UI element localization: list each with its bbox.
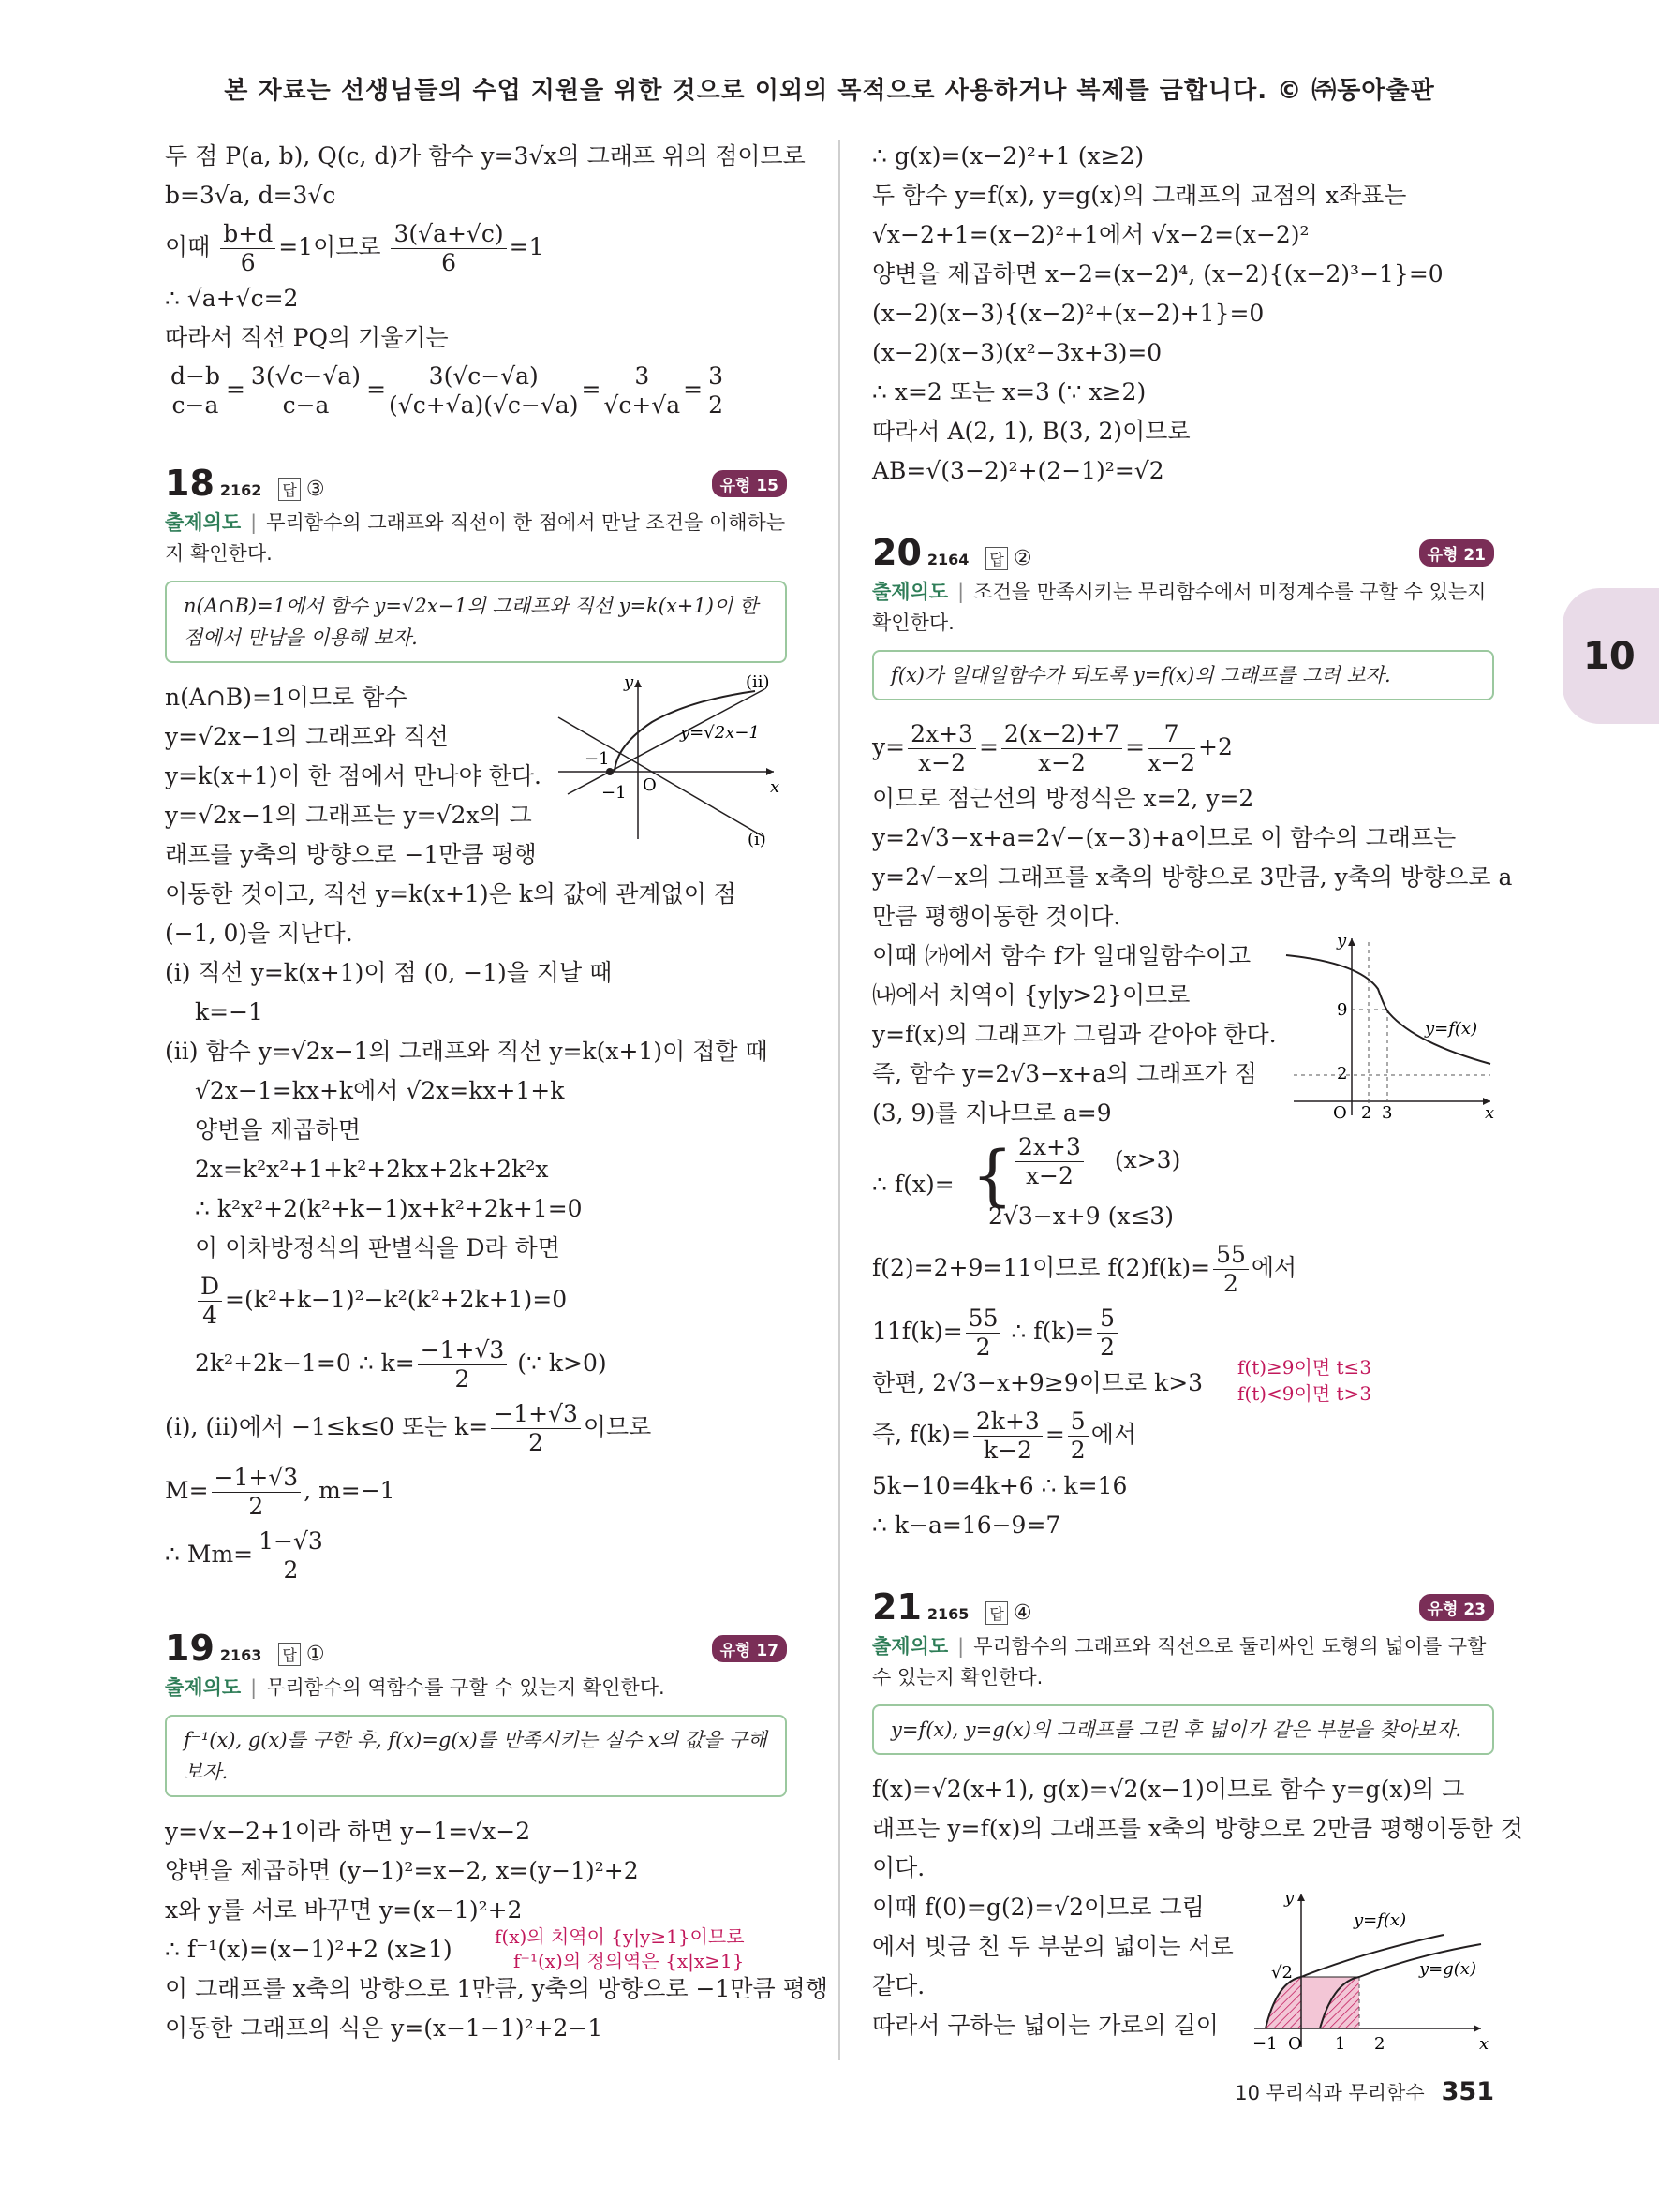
question-18-header [165,463,787,504]
Mm-line: ∴ Mm= $\frac{1-√3}{2}$ [165,1523,787,1586]
text-line: 한편, 2√3−x+9≥9이므로 k>3 [872,1369,1204,1396]
range-line: (i), (ii)에서 −1≤k≤0 또는 k= $\frac{-1+√3}{2}$ 이므로 [165,1400,652,1456]
svg-text:x: x [1485,1103,1495,1120]
text-line: 같다. [872,1972,926,1999]
question-number: 18 [165,463,215,504]
text-line: y=√x−2+1이라 하면 y−1=√x−2 [165,1818,531,1845]
discriminant-line: $\frac{D}{4}$ =(k²+k−1)²−k²(k²+2k+1)=0 [165,1268,787,1332]
text-line: y=f(x)의 그래프가 그림과 같아야 한다. [872,1021,1277,1048]
chapter-title: 10 무리식과 무리함수 [1235,2082,1425,2104]
intent: 출제의도 | 무리함수의 그래프와 직선이 한 점에서 만날 조건을 이해하는지 확인한다. [165,511,786,565]
text-line: 래프를 y축의 방향으로 −1만큼 평행 [165,841,537,868]
left-column [165,137,828,2048]
svg-text:(ii): (ii) [746,672,770,692]
svg-text:x: x [1479,2034,1489,2054]
question-code: 2164 [926,551,970,568]
text-line: (x−2)(x−3){(x−2)²+(x−2)+1}=0 [872,300,1265,327]
type-badge: 유형 21 [1419,539,1494,567]
f2-line: f(2)=2+9=11이므로 f(2)f(k)= $\frac{55}{2}$ 에서 [872,1241,1297,1297]
question-number: 20 [872,532,922,573]
svg-text:y: y [624,672,634,692]
svg-text:y=f(x): y=f(x) [1354,1910,1407,1930]
text-line: 이동한 것이고, 직선 y=k(x+1)은 k의 값에 관계없이 점 [165,880,736,907]
text-line: 래프는 y=f(x)의 그래프를 x축의 방향으로 2만큼 평행이동한 것 [872,1815,1523,1842]
svg-text:y=√2x−1: y=√2x−1 [680,723,760,743]
text-line: 이 이차방정식의 판별식을 D라 하면 [195,1234,560,1261]
text-line: 양변을 제곱하면 (y−1)²=x−2, x=(y−1)²+2 [165,1857,639,1884]
text-line: AB=√(3−2)²+(2−1)²=√2 [872,457,1164,484]
text-line: f(x)=√2(x+1), g(x)=√2(x−1)이므로 함수 y=g(x)의 그 [872,1776,1465,1803]
text-line: y=k(x+1)이 한 점에서 만나야 한다. [165,762,541,789]
text-line: 5k−10=4k+6 ∴ k=16 [872,1472,1128,1499]
text-line: ∴ √a+√c=2 [165,285,299,312]
answer: 답 ② [985,547,1031,570]
text-line: n(A∩B)=1이므로 함수 [165,684,407,711]
text-line: 2x=k²x²+1+k²+2kx+2k+2k²x [195,1156,549,1183]
svg-text:√2: √2 [1271,1963,1293,1983]
text-line: 두 점 P(a, b), Q(c, d)가 함수 y=3√x의 그래프 위의 점이므로 [165,142,806,170]
text-line: 따라서 직선 PQ의 기울기는 [165,324,449,351]
question-19-header [165,1628,787,1669]
text-line: (3, 9)를 지나므로 a=9 [872,1099,1112,1127]
text-line: (−1, 0)을 지난다. [165,920,353,947]
hint-box: f(x)가 일대일함수가 되도록 y=f(x)의 그래프를 그려 보자. [872,650,1494,700]
fk-line: 즉, f(k)= $\frac{2k+3}{k-2}$ = $\frac{5}{2}$ 에서 [872,1408,1136,1464]
text-line: y=√2x−1의 그래프와 직선 [165,723,449,750]
hint-box: f⁻¹(x), g(x)를 구한 후, f(x)=g(x)를 만족시키는 실수 x의 값을 구해 보자. [165,1715,787,1797]
hint-box: y=f(x), y=g(x)의 그래프를 그린 후 넓이가 같은 부분을 찾아보자. [872,1704,1494,1755]
quadratic-line: 2k²+2k−1=0 ∴ k= $\frac{-1+√3}{2}$ (∵ k>0) [195,1336,607,1393]
text-line: 양변을 제곱하면 x−2=(x−2)⁴, (x−2){(x−2)³−1}=0 [872,260,1444,288]
q20-graph [1284,933,1500,1120]
text-line: ∴ f⁻¹(x)=(x−1)²+2 (x≥1) [165,1936,452,1963]
question-20-header [872,532,1494,573]
question-21-header [872,1586,1494,1628]
piecewise-function: ∴ f(x)= { $\frac{2x+3}{x-2}$ (x>3) 2√3−x+9 (x≤3) [872,1133,1181,1230]
svg-text:O: O [1288,2034,1302,2054]
text-line: k=−1 [195,998,263,1025]
text-line: (x−2)(x−3)(x²−3x+3)=0 [872,339,1163,366]
page-footer [1235,2077,1494,2106]
text-line: 이다. [872,1854,926,1881]
column-divider [838,140,840,2060]
svg-text:2: 2 [1337,1064,1348,1084]
text-line: 이 그래프를 x축의 방향으로 1만큼, y축의 방향으로 −1만큼 평행 [165,1975,828,2002]
M-line: M= $\frac{-1+√3}{2}$ , m=−1 [165,1464,395,1520]
text-line: 이때 ㈎에서 함수 f가 일대일함수이고 [872,942,1252,969]
text-line: b=3√a, d=3√c [165,182,336,209]
svg-text:y: y [1337,933,1347,951]
question-code: 2162 [219,481,262,499]
hint-box: n(A∩B)=1에서 함수 y=√2x−1의 그래프와 직선 y=k(x+1)이 한 점에서 만남을 이용해 보자. [165,581,787,663]
svg-text:−1: −1 [601,783,627,803]
intent: 출제의도 | 무리함수의 역함수를 구할 수 있는지 확인한다. [165,1676,665,1699]
text-line: ㈏에서 치역이 {y|y>2}이므로 [872,981,1191,1009]
annotation: f(x)의 치역이 {y|y≥1}이므로 f⁻¹(x)의 정의역은 {x|x≥1} [495,1925,745,1972]
text-line: 에서 빗금 친 두 부분의 넓이는 서로 [872,1933,1234,1960]
svg-text:y=g(x): y=g(x) [1419,1959,1476,1979]
slope-equation: $\frac{d-b}{c-a}$ = $\frac{3(√c-√a)}{c-a}$ = $\frac{3(√c-√a)}{(√c+√a)(√c-√a)}$ = $\frac{3}{√c+√a}$ = $\frac{3}{2}$ [165,358,787,421]
svg-text:(i): (i) [748,830,766,848]
svg-text:3: 3 [1382,1103,1393,1120]
text-line: y=2√3−x+a=2√−(x−3)+a이므로 이 함수의 그래프는 [872,824,1457,851]
page-number: 351 [1441,2077,1494,2106]
question-number: 21 [872,1586,922,1628]
text-line: 만큼 평행이동한 것이다. [872,903,1121,930]
svg-text:y=f(x): y=f(x) [1425,1019,1478,1039]
svg-text:2: 2 [1361,1103,1372,1120]
chapter-tab-number: 10 [1583,635,1636,678]
answer: 답 ④ [985,1601,1031,1625]
question-code: 2163 [219,1646,262,1664]
text-line: 이때 f(0)=g(2)=√2이므로 그림 [872,1894,1205,1921]
text-line: 따라서 A(2, 1), B(3, 2)이므로 [872,418,1191,445]
text-line: y=√2x−1의 그래프는 y=√2x의 그 [165,802,532,829]
question-code: 2165 [926,1605,970,1623]
svg-text:9: 9 [1337,1000,1348,1020]
text-line: (i) 직선 y=k(x+1)이 점 (0, −1)을 지날 때 [165,959,613,986]
right-column [872,137,1523,2054]
text-line: 즉, 함수 y=2√3−x+a의 그래프가 점 [872,1060,1257,1087]
text-line: 따라서 구하는 넓이는 가로의 길이 [872,2012,1219,2039]
text-line: (ii) 함수 y=√2x−1의 그래프와 직선 y=k(x+1)이 접할 때 [165,1038,768,1065]
text-line: √2x−1=kx+k에서 √2x=kx+1+k [195,1077,565,1104]
asymptote-equation: y= $\frac{2x+3}{x-2}$ = $\frac{2(x-2)+7}{x-2}$ = $\frac{7}{x-2}$ +2 [872,720,1233,776]
svg-text:O: O [643,775,657,795]
answer: 답 ③ [278,478,324,501]
text-line: ∴ k−a=16−9=7 [872,1512,1061,1539]
text-line: ∴ x=2 또는 x=3 (∵ x≥2) [872,378,1147,406]
answer: 답 ① [278,1643,324,1666]
q21-graph [1247,1888,1500,2057]
text-line: 이동한 그래프의 식은 y=(x−1−1)²+2−1 [165,2014,603,2042]
fraction-line: 이때 $\frac{b+d}{6}$ =1이므로 $\frac{3(√a+√c)}{6}$ =1 [165,220,544,276]
annotation: f(t)≥9이면 t≤3 f(t)<9이면 t>3 [1237,1356,1372,1405]
type-badge: 유형 17 [712,1635,787,1662]
svg-text:O: O [1333,1103,1347,1120]
type-badge: 유형 23 [1419,1594,1494,1621]
intent: 출제의도 | 조건을 만족시키는 무리함수에서 미정계수를 구할 수 있는지 확인한다. [872,581,1487,634]
svg-text:1: 1 [1335,2034,1346,2054]
question-number: 19 [165,1628,215,1669]
svg-text:x: x [770,777,780,797]
text-line: y=2√−x의 그래프를 x축의 방향으로 3만큼, y축의 방향으로 a [872,863,1513,891]
svg-text:−1: −1 [1252,2034,1278,2054]
q18-graph [549,671,792,848]
copyright-notice: 본 자료는 선생님들의 수업 지원을 위한 것으로 이외의 목적으로 사용하거나 복제를 금합니다. © ㈜동아출판 [224,77,1435,105]
f11-line: 11f(k)= $\frac{55}{2}$ ∴ f(k)= $\frac{5}{2}$ [872,1300,1494,1364]
svg-text:2: 2 [1374,2034,1385,2054]
text-line: x와 y를 서로 바꾸면 y=(x−1)²+2 [165,1896,523,1924]
type-badge: 유형 15 [712,470,787,497]
text-line: 이므로 점근선의 방정식은 x=2, y=2 [872,785,1254,812]
intent: 출제의도 | 무리함수의 그래프와 직선으로 둘러싸인 도형의 넓이를 구할 수 있는지 확인한다. [872,1635,1487,1688]
text-line: 두 함수 y=f(x), y=g(x)의 그래프의 교점의 x좌표는 [872,182,1407,209]
svg-text:−1: −1 [585,749,610,769]
text-line: 양변을 제곱하면 [195,1116,361,1143]
text-line: ∴ g(x)=(x−2)²+1 (x≥2) [872,142,1145,170]
svg-text:y: y [1284,1888,1295,1908]
text-line: ∴ k²x²+2(k²+k−1)x+k²+2k+1=0 [195,1195,583,1222]
text-line: √x−2+1=(x−2)²+1에서 √x−2=(x−2)² [872,221,1310,248]
